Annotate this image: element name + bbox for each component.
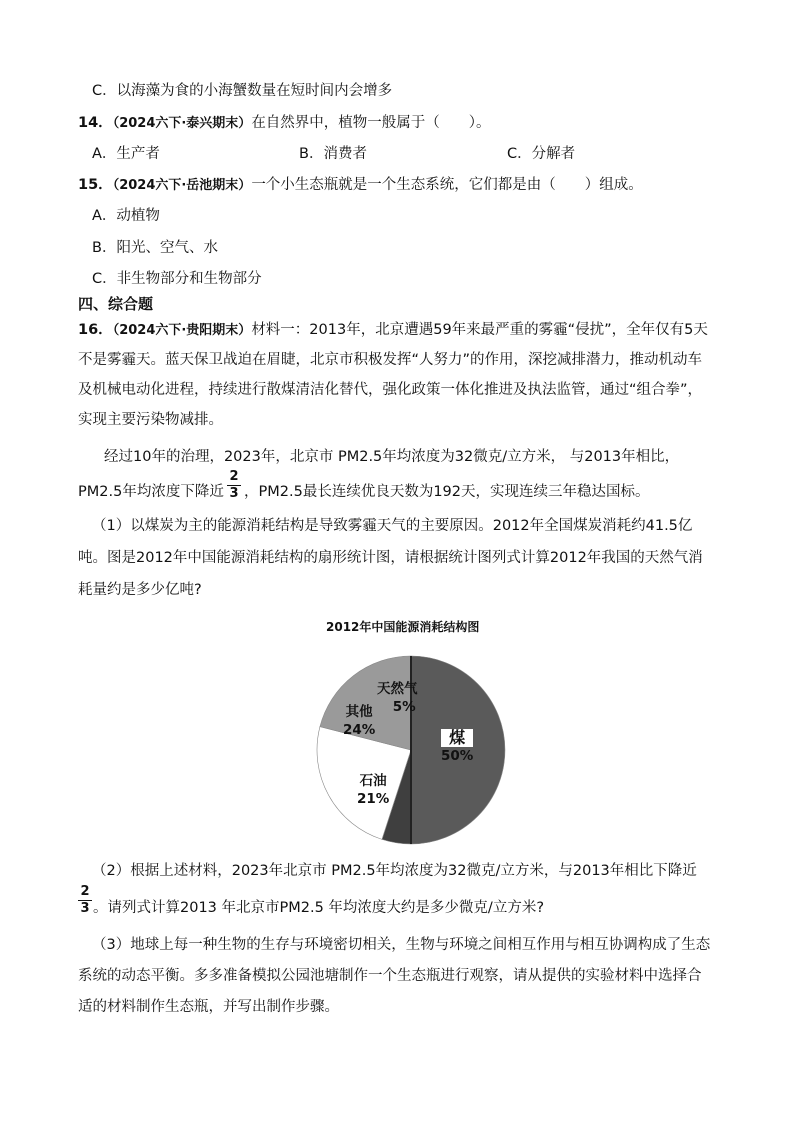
q16-part2-line2: 。请列式计算2013 年北京市PM2.5 年均浓度大约是多少微克/立方米? bbox=[93, 900, 545, 916]
q16-part1-line1: （1）以煤炭为主的能源消耗结构是导致雾霾天气的主要原因。2012年全国煤炭消耗约41.5亿 bbox=[92, 518, 693, 534]
pie-label-coal-name: 煤 bbox=[441, 729, 473, 747]
q16-fraction-two-thirds bbox=[227, 470, 241, 501]
q16-material1-line4: 实现主要污染物减排。 bbox=[78, 412, 223, 428]
q15-option-b: B．阳光、空气、水 bbox=[92, 240, 218, 256]
q16-number: 16． bbox=[78, 322, 113, 338]
pie-label-coal bbox=[441, 729, 473, 765]
q16-part3-line1: （3）地球上每一种生物的生存与环境密切相关，生物与环境之间相互作用与相互协调构成了生态 bbox=[92, 937, 711, 953]
fraction-numerator: 2 bbox=[80, 884, 90, 899]
q13-option-c: C．以海藻为食的小海蟹数量在短时间内会增多 bbox=[92, 83, 393, 99]
q16-part2-fraction bbox=[78, 885, 92, 916]
q15-stem: 一个小生态瓶就是一个生态系统，它们都是由（ ）组成。 bbox=[251, 177, 643, 193]
pie-label-oil bbox=[357, 772, 389, 808]
q14-source: （2024六下·泰兴期末） bbox=[112, 116, 252, 131]
q16-material1-line3: 及机械电动化进程，持续进行散煤清洁化替代，强化政策一体化推进及执法监管，通过“组合拳”， bbox=[78, 382, 703, 398]
q16-material1-line1 bbox=[78, 320, 708, 341]
chart-title: 2012年中国能源消耗结构图 bbox=[326, 620, 480, 634]
q15-option-c: C．非生物部分和生物部分 bbox=[92, 271, 262, 287]
q15-number: 15． bbox=[78, 177, 113, 193]
q16-material2-line1: 经过10年的治理，2023年，北京市 PM2.5年均浓度为32微克/立方米， 与2013年相比， bbox=[104, 449, 680, 465]
q16-part3-line2: 系统的动态平衡。多多准备模拟公园池塘制作一个生态瓶进行观察，请从提供的实验材料中选择合 bbox=[78, 968, 702, 984]
q16-part1-line3: 耗量约是多少亿吨? bbox=[78, 582, 202, 598]
q14-stem-line bbox=[78, 113, 491, 134]
q16-part3-line3: 适的材料制作生态瓶，并写出制作步骤。 bbox=[78, 999, 339, 1015]
q16-part1-line2: 吨。图是2012年中国能源消耗结构的扇形统计图，请根据统计图列式计算2012年我国的天然气消 bbox=[78, 550, 703, 566]
q16-material1-text1: 材料一：2013年，北京遭遇59年来最严重的雾霾“侵扰”，全年仅有5天 bbox=[251, 322, 708, 338]
q14-option-c: C．分解者 bbox=[507, 146, 576, 162]
q14-option-a: A．生产者 bbox=[92, 146, 160, 162]
section-heading: 四、综合题 bbox=[78, 295, 154, 313]
q14-number: 14． bbox=[78, 115, 113, 131]
fraction-denominator: 3 bbox=[80, 901, 90, 916]
q16-material2-line2a: PM2.5年均浓度下降近 bbox=[78, 484, 224, 500]
fraction-numerator: 2 bbox=[229, 469, 239, 484]
q16-part2-line1: （2）根据上述材料，2023年北京市 PM2.5年均浓度为32微克/立方米，与2013年相比下降近 bbox=[92, 863, 697, 879]
pie-label-gas bbox=[377, 680, 418, 716]
q15-option-a: A．动植物 bbox=[92, 208, 160, 224]
q16-material2-line2b: ，PM2.5最长连续优良天数为192天，实现连续三年稳达国标。 bbox=[244, 484, 650, 500]
q16-source: （2024六下·贵阳期末） bbox=[112, 323, 252, 338]
fraction-denominator: 3 bbox=[229, 486, 239, 501]
pie-label-oil-value: 21% bbox=[357, 791, 390, 807]
pie-label-coal-value: 50% bbox=[441, 748, 474, 764]
q15-source: （2024六下·岳池期末） bbox=[112, 178, 252, 193]
q14-option-b: B．消费者 bbox=[299, 146, 367, 162]
pie-label-gas-value: 5% bbox=[392, 699, 416, 715]
pie-label-other-name: 其他 bbox=[345, 704, 373, 720]
q14-stem: 在自然界中，植物一般属于（ ）。 bbox=[251, 115, 491, 131]
pie-label-other-value: 24% bbox=[343, 722, 376, 738]
pie-label-other bbox=[343, 703, 375, 739]
q16-material1-line2: 不是雾霾天。蓝天保卫战迫在眉睫，北京市积极发挥“人努力”的作用，深挖减排潜力，推动机动车 bbox=[78, 352, 703, 368]
pie-label-oil-name: 石油 bbox=[359, 773, 387, 789]
pie-label-gas-name: 天然气 bbox=[377, 681, 418, 697]
q15-stem-line bbox=[78, 175, 643, 196]
